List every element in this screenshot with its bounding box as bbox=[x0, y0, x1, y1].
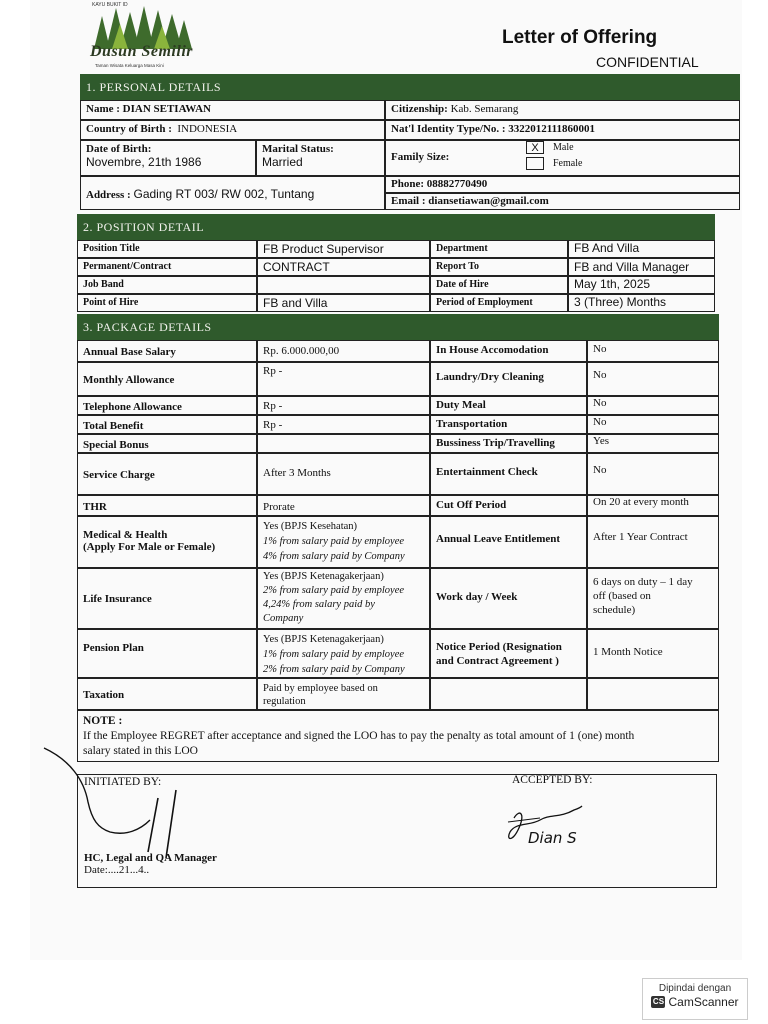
total-benefit-label: Total Benefit bbox=[77, 415, 257, 434]
pension-plan-value bbox=[257, 629, 430, 678]
duty-meal-label: Duty Meal bbox=[430, 396, 587, 415]
department-label: Department bbox=[430, 240, 568, 258]
annual-base-salary-value: Rp. 6.000.000,00 bbox=[257, 340, 430, 362]
marital-status-field bbox=[256, 140, 385, 176]
address-value: Gading RT 003/ RW 002, Tuntang bbox=[133, 187, 315, 201]
business-trip-label: Bussiness Trip/Travelling bbox=[430, 434, 587, 453]
employment-type-value: CONTRACT bbox=[257, 258, 430, 276]
acceptor-signature-text: Dian S bbox=[528, 829, 577, 847]
monthly-allowance-label: Monthly Allowance bbox=[77, 362, 257, 396]
in-house-accommodation-value: No bbox=[587, 340, 719, 362]
thr-label: THR bbox=[77, 495, 257, 516]
work-day-value bbox=[587, 568, 719, 629]
taxation-value bbox=[257, 678, 430, 710]
medical-value-line1: Yes (BPJS Kesehatan) bbox=[263, 521, 358, 532]
initiator-signature-icon bbox=[40, 740, 200, 880]
medical-health-value bbox=[257, 516, 430, 568]
special-bonus-label: Special Bonus bbox=[77, 434, 257, 453]
in-house-accommodation-label: In House Accomodation bbox=[430, 340, 587, 362]
date-of-hire-label: Date of Hire bbox=[430, 276, 568, 294]
camscanner-line1: Dipindai dengan bbox=[658, 983, 732, 994]
initiator-title: HC, Legal and QA Manager bbox=[84, 852, 217, 864]
confidential-label: CONFIDENTIAL bbox=[596, 54, 699, 70]
address-label: Address : bbox=[86, 189, 131, 201]
note-title: NOTE : bbox=[83, 715, 123, 727]
life-value-line1: Yes (BPJS Ketenagakerjaan) bbox=[263, 571, 384, 582]
laundry-label: Laundry/Dry Cleaning bbox=[430, 362, 587, 396]
annual-leave-value: After 1 Year Contract bbox=[587, 516, 719, 568]
annual-leave-label: Annual Leave Entitlement bbox=[430, 516, 587, 568]
notice-label-line1: Notice Period (Resignation bbox=[436, 641, 562, 653]
package-details-heading: 3. PACKAGE DETAILS bbox=[77, 314, 719, 340]
thr-value: Prorate bbox=[257, 495, 430, 516]
pension-plan-label: Pension Plan bbox=[77, 629, 257, 678]
cut-off-period-label: Cut Off Period bbox=[430, 495, 587, 516]
dob-label: Date of Birth: bbox=[86, 143, 152, 155]
male-checkbox[interactable]: X bbox=[526, 141, 544, 154]
business-trip-value: Yes bbox=[587, 434, 719, 453]
email-field: Email : diansetiawan@gmail.com bbox=[385, 193, 740, 210]
female-checkbox[interactable] bbox=[526, 157, 544, 170]
female-label: Female bbox=[553, 158, 583, 169]
date-of-birth-field bbox=[80, 140, 256, 176]
point-of-hire-value: FB and Villa bbox=[257, 294, 430, 312]
annual-base-salary-label: Annual Base Salary bbox=[77, 340, 257, 362]
cut-off-period-value: On 20 at every month bbox=[587, 495, 719, 516]
life-insurance-label: Life Insurance bbox=[77, 568, 257, 629]
entertainment-check-label: Entertainment Check bbox=[430, 453, 587, 495]
medical-health-label bbox=[77, 516, 257, 568]
report-to-label: Report To bbox=[430, 258, 568, 276]
telephone-allowance-label: Telephone Allowance bbox=[77, 396, 257, 415]
duty-meal-value: No bbox=[587, 396, 719, 415]
taxation-value-line2: regulation bbox=[263, 696, 306, 707]
medical-label-line2: (Apply For Male or Female) bbox=[83, 541, 216, 553]
address-field bbox=[80, 176, 385, 210]
date-of-hire-value: May 1th, 2025 bbox=[568, 276, 715, 294]
national-id-field: Nat'l Identity Type/No. : 3322012111860001 bbox=[385, 120, 740, 140]
workday-value-line2: off (based on bbox=[593, 590, 651, 602]
transportation-value: No bbox=[587, 415, 719, 434]
family-size-label: Family Size: bbox=[391, 151, 450, 163]
taxation-value-line1: Paid by employee based on bbox=[263, 683, 378, 694]
camscanner-logo-icon: CS bbox=[652, 997, 665, 1006]
name-field: Name : DIAN SETIAWAN bbox=[80, 100, 385, 120]
dob-value: Novembre, 21th 1986 bbox=[86, 155, 202, 169]
life-value-line2: 2% from salary paid by employee bbox=[263, 585, 405, 596]
laundry-value: No bbox=[587, 362, 719, 396]
accepted-by-label: ACCEPTED BY: bbox=[512, 774, 593, 786]
empty-cell-right bbox=[587, 678, 719, 710]
citizenship-field bbox=[385, 100, 740, 120]
citizenship-value: Kab. Semarang bbox=[450, 103, 519, 115]
special-bonus-value bbox=[257, 434, 430, 453]
note-text-line1: If the Employee REGRET after acceptance and signed the LOO has to pay the penalty as total amount of 1 (one) month bbox=[83, 730, 635, 742]
notice-label-line2: and Contract Agreement ) bbox=[436, 655, 559, 667]
life-value-line4: Company bbox=[263, 613, 304, 624]
date-label: Date: bbox=[84, 864, 108, 876]
work-day-label: Work day / Week bbox=[430, 568, 587, 629]
taxation-label: Taxation bbox=[77, 678, 257, 710]
transportation-label: Transportation bbox=[430, 415, 587, 434]
document-title: Letter of Offering bbox=[502, 27, 658, 48]
workday-value-line3: schedule) bbox=[593, 604, 636, 616]
citizenship-label: Citizenship: bbox=[391, 103, 448, 115]
department-value: FB And Villa bbox=[568, 240, 715, 258]
notice-period-value: 1 Month Notice bbox=[587, 629, 719, 678]
country-label: Country of Birth : bbox=[86, 123, 172, 135]
marital-label: Marital Status: bbox=[262, 143, 334, 155]
marital-value: Married bbox=[262, 155, 303, 169]
country-value: INDONESIA bbox=[177, 123, 238, 135]
position-title-label: Position Title bbox=[77, 240, 257, 258]
entertainment-check-value: No bbox=[587, 453, 719, 495]
logo-top-text: KAYU BUKIT ID bbox=[92, 2, 128, 8]
life-value-line3: 4,24% from salary paid by bbox=[263, 599, 375, 610]
pension-value-line1: Yes (BPJS Ketenagakerjaan) bbox=[263, 634, 384, 645]
medical-label-line1: Medical & Health bbox=[83, 529, 168, 541]
logo-tagline: Taman Wisata Keluarga Masa Kini bbox=[95, 63, 164, 68]
position-detail-heading: 2. POSITION DETAIL bbox=[77, 214, 715, 240]
medical-value-line3: 4% from salary paid by Company bbox=[263, 551, 405, 562]
job-band-label: Job Band bbox=[77, 276, 257, 294]
employment-type-label: Permanent/Contract bbox=[77, 258, 257, 276]
position-title-value: FB Product Supervisor bbox=[257, 240, 430, 258]
job-band-value bbox=[257, 276, 430, 294]
country-of-birth-field bbox=[80, 120, 385, 140]
date-value: ....21...4.. bbox=[107, 864, 150, 876]
service-charge-value: After 3 Months bbox=[257, 453, 430, 495]
medical-value-line2: 1% from salary paid by employee bbox=[263, 536, 405, 547]
service-charge-label: Service Charge bbox=[77, 453, 257, 495]
telephone-allowance-value: Rp - bbox=[257, 396, 430, 415]
period-of-employment-label: Period of Employment bbox=[430, 294, 568, 312]
male-label: Male bbox=[553, 142, 574, 153]
empty-cell-left bbox=[430, 678, 587, 710]
logo-name: Dusun Semilir bbox=[90, 43, 193, 60]
camscanner-badge bbox=[642, 978, 748, 1020]
period-of-employment-value: 3 (Three) Months bbox=[568, 294, 715, 312]
point-of-hire-label: Point of Hire bbox=[77, 294, 257, 312]
total-benefit-value: Rp - bbox=[257, 415, 430, 434]
note-text-line2: salary stated in this LOO bbox=[83, 745, 198, 757]
monthly-allowance-value: Rp - bbox=[257, 362, 430, 396]
workday-value-line1: 6 days on duty – 1 day bbox=[593, 576, 693, 588]
report-to-value: FB and Villa Manager bbox=[568, 258, 715, 276]
phone-field: Phone: 08882770490 bbox=[385, 176, 740, 193]
personal-details-heading: 1. PERSONAL DETAILS bbox=[80, 74, 740, 100]
pension-value-line2: 1% from salary paid by employee bbox=[263, 649, 405, 660]
life-insurance-value bbox=[257, 568, 430, 629]
camscanner-line2: CamScanner bbox=[668, 995, 739, 1009]
notice-period-label bbox=[430, 629, 587, 678]
initiated-by-label: INITIATED BY: bbox=[84, 776, 162, 788]
pension-value-line3: 2% from salary paid by Company bbox=[263, 664, 405, 675]
